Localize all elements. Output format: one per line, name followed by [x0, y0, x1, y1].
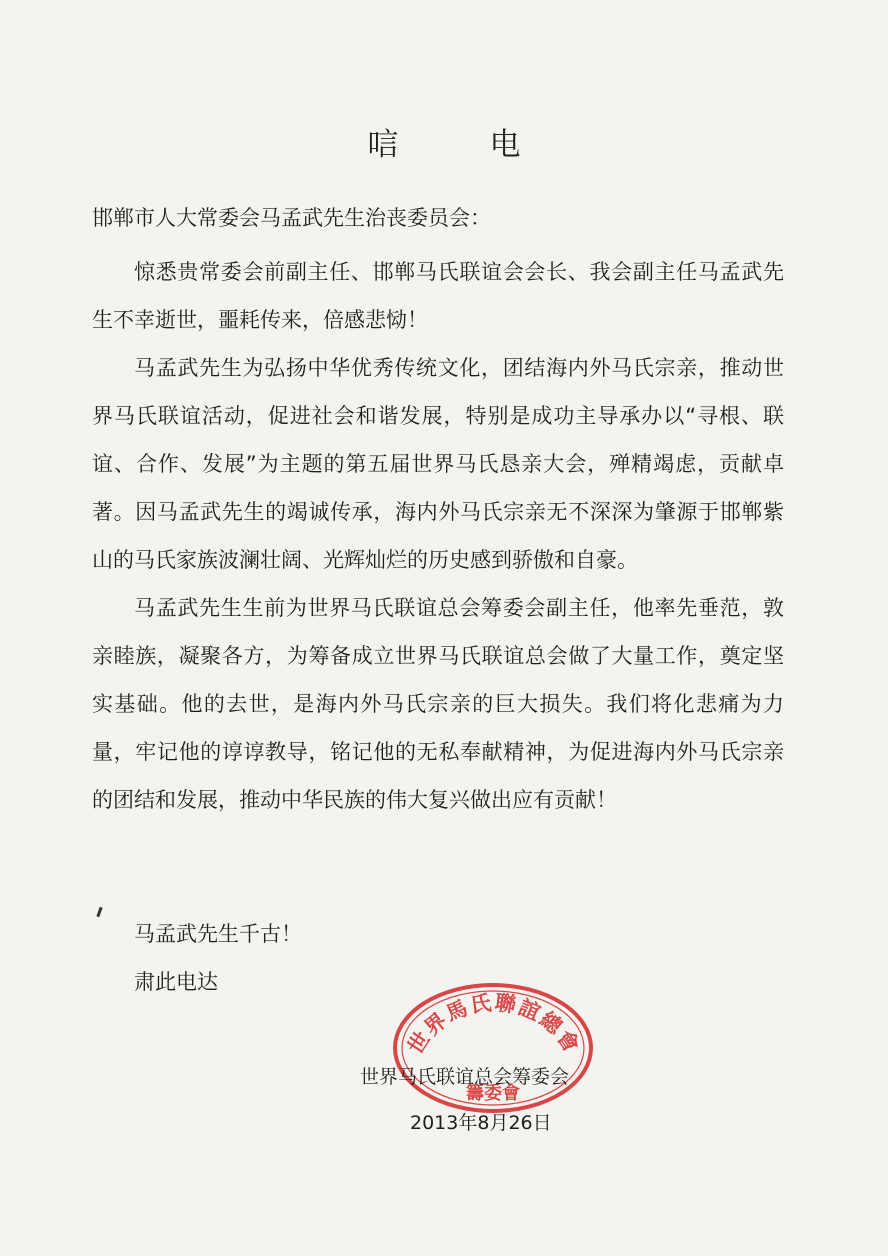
closing-farewell: 马孟武先生千古！ — [134, 922, 302, 946]
salutation: 邯郸市人大常委会马孟武先生治丧委员会： — [92, 206, 491, 230]
document-title: 唁 电 — [367, 126, 551, 163]
closing-sendoff: 肃此电达 — [134, 970, 218, 994]
signature-organization: 世界马氏联谊总会筹委会 — [360, 1066, 570, 1088]
paragraph-condolence: 惊悉贵常委会前副主任、邯郸马氏联谊会会长、我会副主任马孟武先生不幸逝世，噩耗传来，倍感悲恸！ — [92, 260, 784, 332]
seal-inner-text: 籌委會 — [466, 1083, 520, 1104]
letter-body — [92, 248, 784, 824]
seal-arc-textpath: 世界馬氏聯誼總會 — [402, 989, 586, 1059]
ink-mark — [96, 907, 102, 917]
official-seal-stamp — [390, 978, 596, 1114]
paragraph-contributions: 马孟武先生为弘扬中华优秀传统文化，团结海内外马氏宗亲，推动世界马氏联谊活动，促进社会和谐发展，特别是成功主导承办以“寻根、联谊、合作、发展”为主题的第五届世界马氏恳亲大会，殚精竭虑，贡献卓著。因马孟武先生的竭诚传承，海内外马氏宗亲无不深深为肇源于邯郸紫山的马氏家族波澜壮阔、光辉灿烂的历史感到骄傲和自豪。 — [92, 356, 784, 572]
signature-date: 2013年8月26日 — [410, 1112, 552, 1134]
paragraph-legacy: 马孟武先生生前为世界马氏联谊总会筹委会副主任，他率先垂范，敦亲睦族，凝聚各方，为筹备成立世界马氏联谊总会做了大量工作，奠定坚实基础。他的去世，是海内外马氏宗亲的巨大损失。我们将化悲痛为力量，牢记他的谆谆教导，铭记他的无私奉献精神，为促进海内外马氏宗亲的团结和发展，推动中华民族的伟大复兴做出应有贡献！ — [92, 596, 784, 812]
